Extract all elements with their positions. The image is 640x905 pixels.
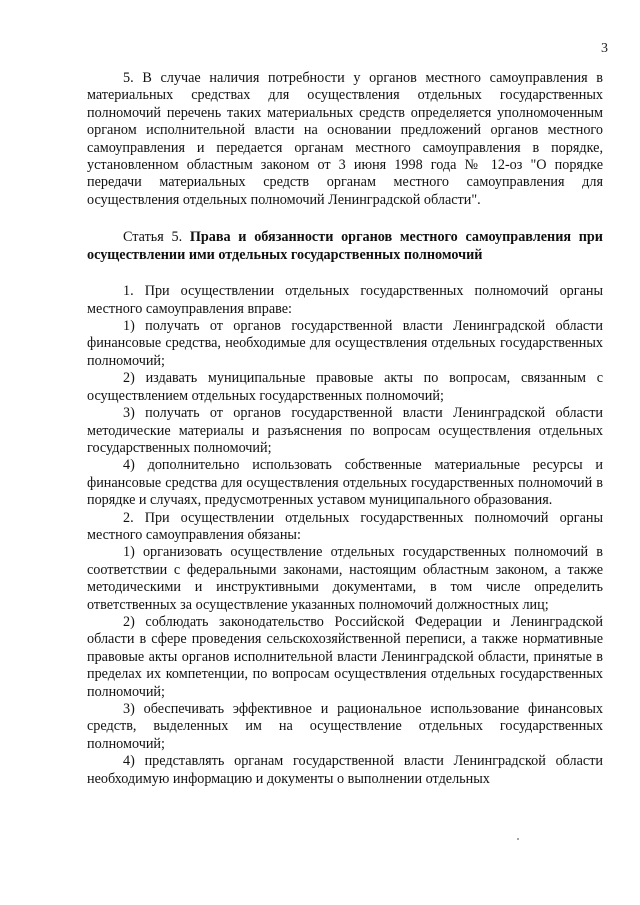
paragraph-2-item-2: 2) соблюдать законодательство Российской Федерации и Ленинградской области в сфере проведения сельскохозяйственной переписи, а также нормативные правовые акты органов исполнительной власти Ленинградской области, принятые в пределах их компетенции, по вопросам осуществления отдельных государственных полномочий; xyxy=(87,613,603,700)
page-number: 3 xyxy=(601,41,608,56)
paragraph-2-item-1: 1) организовать осуществление отдельных государственных полномочий в соответствии с федеральными законами, настоящим областным законом, а также методическими и инструктивными документами, в том числе определить ответственных за осуществление указанных полномочий должностных лиц; xyxy=(87,544,603,613)
paragraph-1-item-3: 3) получать от органов государственной власти Ленинградской области методические материалы и разъяснения по вопросам осуществления отдельных государственных полномочий; xyxy=(87,405,603,456)
paragraph-1-item-4: 4) дополнительно использовать собственные материальные ресурсы и финансовые средства для осуществления отдельных государственных полномочий в порядке и случаях, предусмотренных уставом муниципального образования. xyxy=(87,457,603,509)
scan-speck xyxy=(517,838,519,840)
document-body xyxy=(87,70,603,788)
paragraph-2-item-3: 3) обеспечивать эффективное и рациональное использование финансовых средств, выделенных им на осуществление отдельных государственных полномочий; xyxy=(87,701,603,752)
article-5-prefix: Статья 5. xyxy=(123,229,190,246)
paragraph-1-item-2: 2) издавать муниципальные правовые акты по вопросам, связанным с осуществлением отдельных государственных полномочий; xyxy=(87,370,603,404)
paragraph-1-item-1: 1) получать от органов государственной власти Ленинградской области финансовые средства, необходимые для осуществления отдельных государственных полномочий; xyxy=(87,318,603,369)
article-5-heading xyxy=(87,228,603,264)
paragraph-2-item-4: 4) представлять органам государственной власти Ленинградской области необходимую информацию и документы о выполнении отдельных xyxy=(87,753,603,787)
paragraph-1: 1. При осуществлении отдельных государственных полномочий органы местного самоуправления вправе: xyxy=(87,283,603,317)
paragraph-2: 2. При осуществлении отдельных государственных полномочий органы местного самоуправления обязаны: xyxy=(87,509,603,543)
article-5-title: Права и обязанности органов местного самоуправления при осуществлении ими отдельных государственных полномочий xyxy=(87,229,603,264)
paragraph-5: 5. В случае наличия потребности у органов местного самоуправления в материальных средствах для осуществления отдельных государственных полномочий перечень таких материальных средств определяется уполномоченным органом исполнительной власти на основании предложений органов местного самоуправления и передается органам местного самоуправления в порядке, установленном областным законом от 3 июня 1998 года № 12-оз "О порядке передачи материальных средств органам местного самоуправления для осуществления отдельных полномочий Ленинградской области". xyxy=(87,70,603,208)
